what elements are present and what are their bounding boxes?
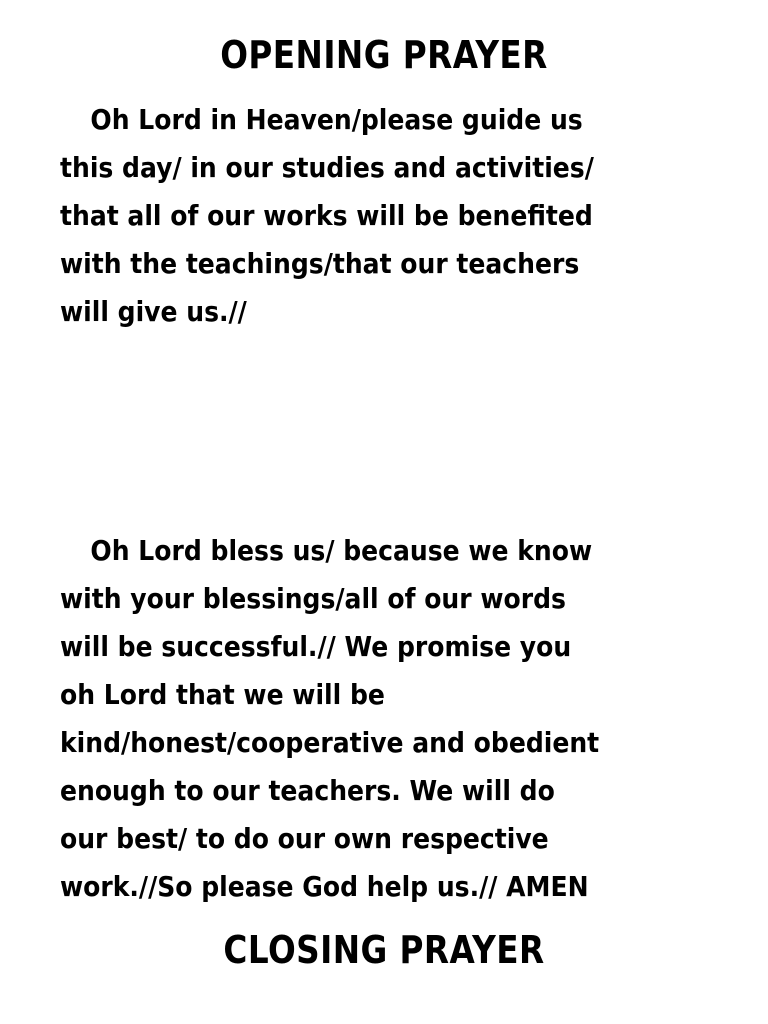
prayer-line: will give us.// <box>60 295 247 328</box>
opening-prayer-title: OPENING PRAYER <box>220 33 548 77</box>
prayer-line: oh Lord that we will be <box>60 678 385 711</box>
prayer-line: this day/ in our studies and activities/ <box>60 151 594 184</box>
prayer-line: with the teachings/that our teachers <box>60 247 580 280</box>
prayer-line: with your blessings/all of our words <box>60 582 566 615</box>
closing-prayer-text <box>60 527 704 911</box>
prayer-line: Oh Lord bless us/ because we know <box>90 534 593 567</box>
prayer-line: will be successful.// We promise you <box>60 630 572 663</box>
prayer-line: kind/honest/cooperative and obedient <box>60 726 600 759</box>
prayer-line: our best/ to do our own respective <box>60 822 549 855</box>
prayer-line: that all of our works will be benefited <box>60 199 593 232</box>
prayer-line: Oh Lord in Heaven/please guide us <box>90 103 583 136</box>
prayer-line: work.//So please God help us.// AMEN <box>60 870 589 903</box>
opening-prayer-text <box>60 96 704 336</box>
closing-prayer-title: CLOSING PRAYER <box>223 928 545 972</box>
prayer-line: enough to our teachers. We will do <box>60 774 555 807</box>
